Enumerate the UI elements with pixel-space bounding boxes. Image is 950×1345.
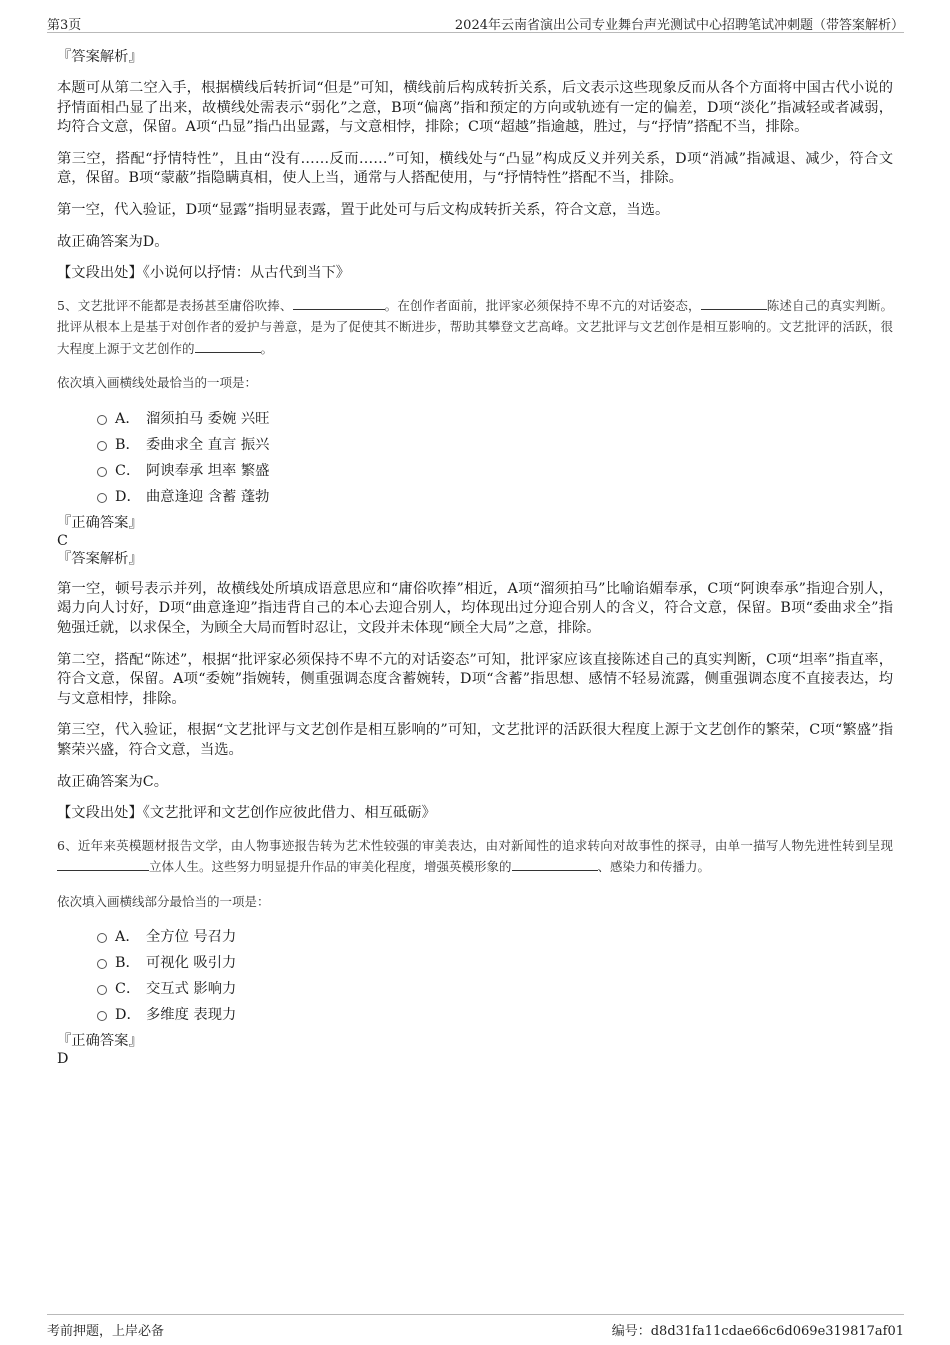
q4-analysis-para-2: 第三空，搭配“抒情特性”，且由“没有……反而……”可知，横线处与“凸显”构成反义并列关系，D项“消减”指减退、减少，符合文意，保留。B项“蒙蔽”指隐瞒真相，使人上当，通常与人搭配使用，与“抒情特性”搭配不当，排除。: [57, 150, 893, 187]
q5-stem: [57, 295, 893, 360]
q6-blank-2: [512, 856, 598, 871]
q5-stem-part-3: 陈述自己的真实判断。批评从根本上是基于对创作者的爱护与善意，是为了促使其不断进步，帮助其攀登文艺高峰。文艺批评与文艺创作是相互影响的。文艺批评的活跃，很大程度上源于文艺创作的: [57, 297, 893, 356]
q4-analysis-para-1: 本题可从第二空入手，根据横线后转折词“但是”可知，横线前后构成转折关系，后文表示这些现象反而从各个方面将中国古代小说的抒情面相凸显了出来，故横线处需表示“弱化”之意，B项“偏离”指和预定的方向或轨迹有一定的偏差，D项“淡化”指减轻或者减弱，均符合文意，保留。A项“凸显”指凸出显露，与文意相悖，排除；C项“超越”指逾越，胜过，与“抒情”搭配不当，排除。: [57, 80, 893, 136]
q6-stem: [57, 835, 893, 878]
page-footer: [47, 1314, 904, 1337]
q6-options: [57, 924, 893, 1028]
q6-stem-part-3: 、感染力和传播力。: [597, 859, 711, 875]
q6-prompt: 依次填入画横线部分最恰当的一项是：: [57, 893, 270, 909]
q5-stem-part-1: 5、文艺批评不能都是表扬甚至庸俗吹捧、: [57, 297, 293, 313]
q5-prompt: 依次填入画横线处最恰当的一项是：: [57, 375, 258, 391]
q5-correct-answer: C: [57, 532, 68, 549]
radio-icon[interactable]: [97, 933, 107, 943]
q5-analysis-para-1: 第一空，顿号表示并列，故横线处所填成语意思应和“庸俗吹捧”相近，A项“溜须拍马”比喻谄媚奉承，C项“阿谀奉承”指迎合别人，竭力向人讨好，D项“曲意逢迎”指违背自己的本心去迎合别人，均体现出过分迎合别人的含义，符合文意，保留。B项“委曲求全”指勉强迁就，以求保全，为顾全大局而暂时忍让，文段并未体现“顾全大局”之意，排除。: [57, 580, 893, 636]
q5-stem-part-2: 。在创作者面前，批评家必须保持不卑不亢的对话姿态，: [384, 297, 701, 313]
document-body: [57, 46, 893, 1068]
page-header: [47, 12, 904, 33]
footer-slogan: 考前押题，上岸必备: [47, 1324, 165, 1339]
q5-stem-part-4: 。: [260, 340, 274, 356]
q4-analysis-label: 『答案解析』: [57, 49, 143, 65]
q5-correct-label: 『正确答案』: [57, 514, 143, 531]
radio-icon[interactable]: [97, 985, 107, 995]
radio-icon[interactable]: [97, 415, 107, 425]
q5-analysis-para-3: 第三空，代入验证，根据“文艺批评与文艺创作是相互影响的”可知，文艺批评的活跃很大程度上源于文艺创作的繁荣，C项“繁盛”指繁荣兴盛，符合文意，当选。: [57, 722, 893, 758]
radio-icon[interactable]: [97, 959, 107, 969]
document-title: 2024年云南省演出公司专业舞台声光测试中心招聘笔试冲刺题（带答案解析）: [454, 18, 904, 33]
radio-icon[interactable]: [97, 1011, 107, 1021]
q6-option-b[interactable]: B． 可视化 吸引力: [57, 950, 893, 976]
radio-icon[interactable]: [97, 493, 107, 503]
q5-blank-3: [195, 338, 261, 353]
q6-correct-answer: D: [57, 1051, 69, 1068]
q6-option-a[interactable]: A． 全方位 号召力: [57, 924, 893, 950]
page-number: 第3页: [47, 18, 82, 33]
q5-option-b[interactable]: B． 委曲求全 直言 振兴: [57, 432, 893, 458]
document-code: [612, 1320, 904, 1339]
q5-answer-statement: 故正确答案为C。: [57, 773, 169, 790]
q5-options: [57, 406, 893, 510]
q6-option-c[interactable]: C． 交互式 影响力: [57, 976, 893, 1002]
document-code-label: 编号：: [611, 1324, 651, 1339]
q6-blank-1: [57, 856, 149, 871]
q6-option-d[interactable]: D． 多维度 表现力: [57, 1002, 893, 1028]
document-code-value: d8d31fa11cdae66c6d069e319817af01: [650, 1324, 904, 1339]
q4-analysis-para-3: 第一空，代入验证，D项“显露”指明显表露，置于此处可与后文构成转折关系，符合文意，当选。: [57, 201, 670, 218]
q5-option-c[interactable]: C． 阿谀奉承 坦率 繁盛: [57, 458, 893, 484]
q5-blank-2: [701, 295, 767, 310]
radio-icon[interactable]: [97, 441, 107, 451]
q5-option-a[interactable]: A． 溜须拍马 委婉 兴旺: [57, 406, 893, 432]
q4-answer-statement: 故正确答案为D。: [57, 233, 169, 250]
q6-stem-part-2: 立体人生。这些努力明显提升作品的审美化程度，增强英模形象的: [149, 859, 512, 875]
q5-analysis-para-2: 第二空，搭配“陈述”，根据“批评家必须保持不卑不亢的对话姿态”可知，批评家应该直接陈述自己的真实判断，C项“坦率”指直率，符合文意，保留。A项“委婉”指婉转，侧重强调态度含蓄婉转，D项“含蓄”指思想、感情不轻易流露，侧重强调态度不直接表达，均与文意相悖，排除。: [57, 651, 893, 707]
q5-blank-1: [293, 295, 385, 310]
q4-source: 【文段出处】《小说何以抒情：从古代到当下》: [57, 265, 351, 282]
q6-correct-label: 『正确答案』: [57, 1033, 143, 1050]
q5-option-d[interactable]: D． 曲意逢迎 含蓄 蓬勃: [57, 484, 893, 510]
radio-icon[interactable]: [97, 467, 107, 477]
q5-analysis-label: 『答案解析』: [57, 550, 143, 567]
q6-stem-part-1: 6、近年来英模题材报告文学，由人物事迹报告转为艺术性较强的审美表达，由对新闻性的追求转向对故事性的探寻，由单一描写人物先进性转到呈现: [57, 837, 893, 853]
q5-source: 【文段出处】《文艺批评和文艺创作应彼此借力、相互砥砺》: [57, 805, 436, 822]
